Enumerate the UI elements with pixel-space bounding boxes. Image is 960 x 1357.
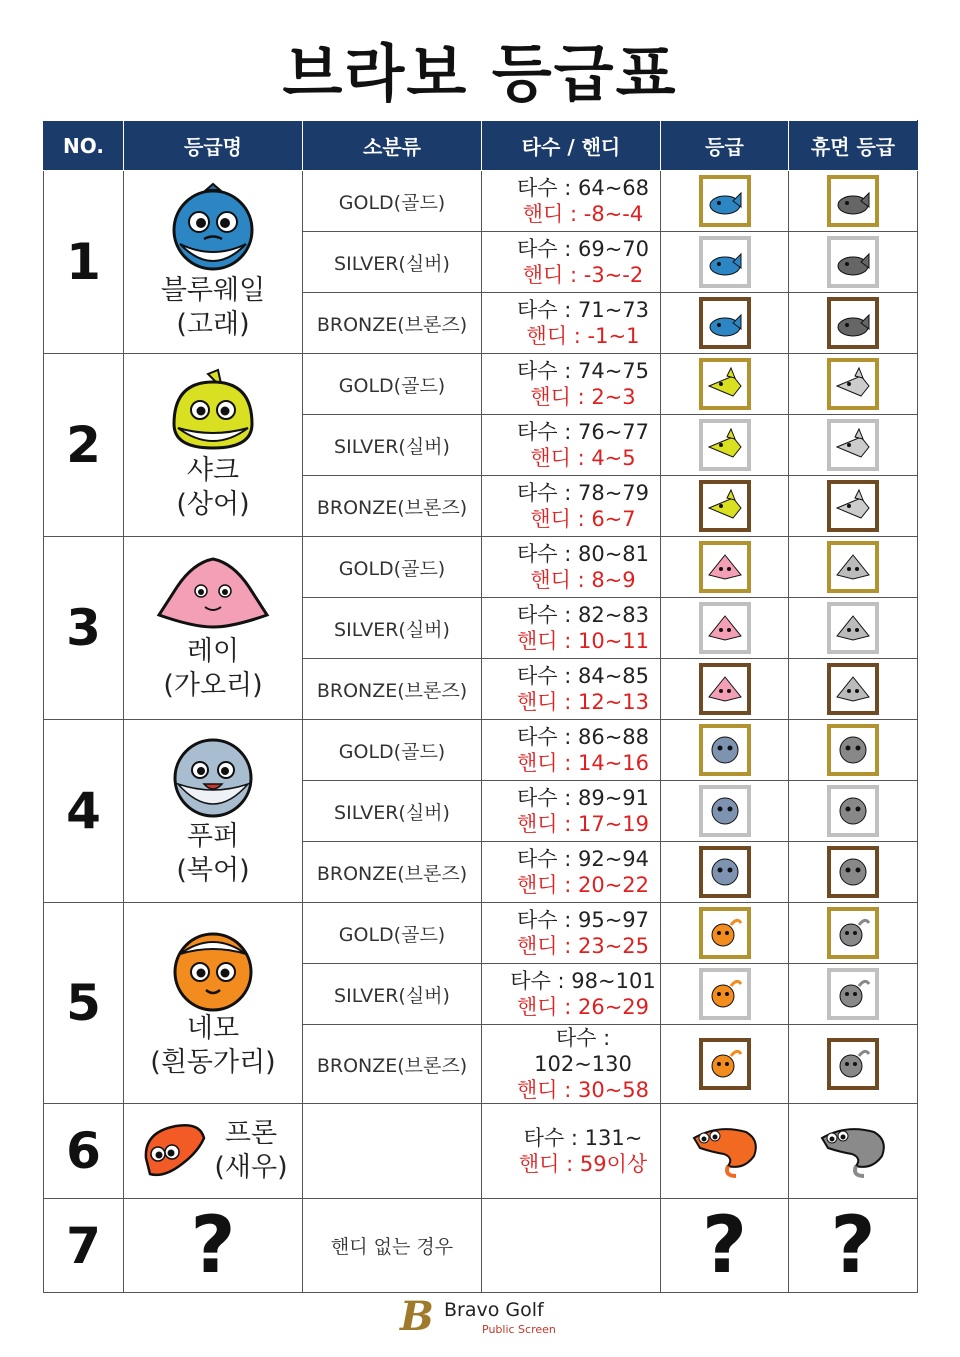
header-no: NO. [44, 121, 124, 171]
score-cell [482, 171, 661, 232]
dormant-badge-cell [789, 354, 918, 415]
score-cell [482, 537, 661, 598]
score-cell [482, 354, 661, 415]
subclass-label: BRONZE(브론즈) [303, 476, 482, 537]
shrimp-icon [138, 1118, 208, 1184]
gold-whale-badge-icon [699, 175, 751, 227]
subclass-label: BRONZE(브론즈) [303, 842, 482, 903]
silver-whale-badge-icon [699, 236, 751, 288]
tier-name: 푸퍼 [186, 821, 240, 852]
score-range: 타수 : 84~85 [516, 664, 650, 688]
grade-badge-cell [661, 1199, 789, 1293]
subclass-label: BRONZE(브론즈) [303, 1025, 482, 1104]
score-range: 타수 : 74~75 [516, 359, 650, 383]
handicap-range: 핸디 : 20~22 [516, 873, 650, 897]
gold-whale-dormant-badge-icon [827, 175, 879, 227]
bronze-ray-dormant-badge-icon [827, 663, 879, 715]
subclass-label: SILVER(실버) [303, 781, 482, 842]
handicap-range: 핸디 : 14~16 [516, 751, 650, 775]
gold-clownfish-badge-icon [699, 907, 751, 959]
subclass-label: GOLD(골드) [303, 171, 482, 232]
header-score: 타수 / 핸디 [482, 121, 661, 171]
tier-alias: (고래) [176, 309, 250, 340]
score-cell [482, 598, 661, 659]
grade-badge-cell [661, 171, 789, 232]
score-cell [482, 476, 661, 537]
question-mark-icon: ? [830, 1200, 876, 1291]
tier-name-cell [124, 720, 303, 903]
logo-text: Bravo Golf [444, 1299, 544, 1321]
tier-number: 5 [44, 903, 124, 1104]
handicap-range: 핸디 : -1~1 [526, 324, 640, 348]
subclass-label: SILVER(실버) [303, 964, 482, 1025]
grade-badge-cell [661, 232, 789, 293]
table-header-row [44, 121, 918, 171]
shark-icon [168, 368, 258, 454]
silver-puffer-badge-icon [699, 785, 751, 837]
score-cell [482, 842, 661, 903]
tier-number: 6 [44, 1104, 124, 1199]
tier-name-cell [124, 1199, 303, 1293]
gold-clownfish-dormant-badge-icon [827, 907, 879, 959]
header-grade-name: 등급명 [124, 121, 303, 171]
score-cell [482, 964, 661, 1025]
handicap-range: 핸디 : 59이상 [518, 1152, 648, 1176]
handicap-range: 핸디 : 2~3 [530, 385, 636, 409]
grade-badge-cell [661, 1025, 789, 1104]
subclass-label: 핸디 없는 경우 [303, 1199, 482, 1293]
table-row [44, 1104, 918, 1199]
dormant-badge-cell [789, 293, 918, 354]
score-cell [482, 232, 661, 293]
score-range: 타수 : 80~81 [516, 542, 650, 566]
score-cell [482, 659, 661, 720]
gold-shark-badge-icon [699, 358, 751, 410]
gold-puffer-badge-icon [699, 724, 751, 776]
gold-puffer-dormant-badge-icon [827, 724, 879, 776]
handicap-range: 핸디 : -3~-2 [522, 263, 644, 287]
bronze-whale-dormant-badge-icon [827, 297, 879, 349]
silver-shark-badge-icon [699, 419, 751, 471]
grade-table [43, 120, 918, 1293]
tier-number: 3 [44, 537, 124, 720]
grade-badge-cell [661, 720, 789, 781]
dormant-badge-cell [789, 232, 918, 293]
table-row [44, 537, 918, 598]
tier-alias: (가오리) [163, 670, 263, 701]
header-grade: 등급 [661, 121, 789, 171]
gold-ray-dormant-badge-icon [827, 541, 879, 593]
score-range: 타수 : 86~88 [516, 725, 650, 749]
score-cell [482, 903, 661, 964]
score-cell [482, 1199, 661, 1293]
score-cell [482, 1104, 661, 1199]
grade-badge-cell [661, 964, 789, 1025]
score-cell [482, 415, 661, 476]
score-range: 타수 : 98~101 [510, 969, 656, 993]
tier-name: 네모 [186, 1013, 240, 1044]
handicap-range: 핸디 : 23~25 [516, 934, 650, 958]
header-subclass: 소분류 [303, 121, 482, 171]
dormant-badge-cell [789, 659, 918, 720]
dormant-badge-cell [789, 598, 918, 659]
tier-name: 레이 [186, 636, 240, 667]
score-cell [482, 293, 661, 354]
score-range: 타수 : 131~ [523, 1126, 643, 1150]
page-title: 브라보 등급표 [282, 37, 678, 110]
handicap-range: 핸디 : 4~5 [530, 446, 636, 470]
score-range: 타수 : 76~77 [516, 420, 650, 444]
table-row [44, 720, 918, 781]
dormant-badge-cell [789, 842, 918, 903]
handicap-range: 핸디 : 30~58 [516, 1078, 650, 1102]
score-range: 타수 : 71~73 [516, 298, 650, 322]
subclass-label: SILVER(실버) [303, 232, 482, 293]
dormant-badge-cell [789, 537, 918, 598]
score-range: 타수 : 102~130 [534, 1026, 632, 1076]
dormant-badge-cell [789, 476, 918, 537]
grade-badge-cell [661, 354, 789, 415]
score-cell [482, 1025, 661, 1104]
tier-name-cell [124, 1104, 303, 1199]
tier-alias: (복어) [176, 855, 250, 886]
bronze-clownfish-dormant-badge-icon [827, 1038, 879, 1090]
score-range: 타수 : 95~97 [516, 908, 650, 932]
score-range: 타수 : 92~94 [516, 847, 650, 871]
table-row [44, 1199, 918, 1293]
handicap-range: 핸디 : 10~11 [516, 629, 650, 653]
puffer-icon [168, 734, 258, 820]
dormant-badge-cell [789, 1025, 918, 1104]
bronze-whale-badge-icon [699, 297, 751, 349]
tier-number: 2 [44, 354, 124, 537]
dormant-badge-cell [789, 1199, 918, 1293]
grade-badge-cell [661, 415, 789, 476]
subclass-label: BRONZE(브론즈) [303, 293, 482, 354]
score-range: 타수 : 78~79 [516, 481, 650, 505]
tier-name: 프론 [224, 1118, 278, 1149]
logo-mark: B [400, 1293, 434, 1340]
silver-clownfish-badge-icon [699, 968, 751, 1020]
shrimp-dormant-badge-icon [816, 1118, 890, 1180]
subclass-label [303, 1104, 482, 1199]
silver-puffer-dormant-badge-icon [827, 785, 879, 837]
subclass-label: GOLD(골드) [303, 354, 482, 415]
score-cell [482, 781, 661, 842]
tier-number: 1 [44, 171, 124, 354]
grade-badge-cell [661, 537, 789, 598]
handicap-range: 핸디 : 6~7 [530, 507, 636, 531]
logo-subtext: Public Screen [482, 1323, 556, 1336]
tier-alias: (새우) [214, 1152, 288, 1183]
score-range: 타수 : 69~70 [516, 237, 650, 261]
subclass-label: SILVER(실버) [303, 598, 482, 659]
tier-name-cell [124, 537, 303, 720]
bronze-shark-badge-icon [699, 480, 751, 532]
handicap-range: 핸디 : 8~9 [530, 568, 636, 592]
tier-number: 7 [44, 1199, 124, 1293]
table-row [44, 171, 918, 232]
question-mark-icon: ? [701, 1200, 748, 1291]
grade-badge-cell [661, 476, 789, 537]
dormant-badge-cell [789, 903, 918, 964]
table-row [44, 903, 918, 964]
grade-badge-cell [661, 293, 789, 354]
bronze-clownfish-badge-icon [699, 1038, 751, 1090]
dormant-badge-cell [789, 720, 918, 781]
handicap-range: 핸디 : 17~19 [516, 812, 650, 836]
score-range: 타수 : 82~83 [516, 603, 650, 627]
score-range: 타수 : 64~68 [516, 176, 650, 200]
dormant-badge-cell [789, 964, 918, 1025]
dormant-badge-cell [789, 415, 918, 476]
tier-name: 블루웨일 [160, 275, 266, 306]
tier-number: 4 [44, 720, 124, 903]
clownfish-icon [168, 926, 258, 1012]
brand-logo [400, 1293, 580, 1341]
tier-alias: (상어) [176, 489, 250, 520]
dormant-badge-cell [789, 171, 918, 232]
silver-shark-dormant-badge-icon [827, 419, 879, 471]
grade-badge-cell [661, 781, 789, 842]
tier-name-cell [124, 354, 303, 537]
bronze-puffer-dormant-badge-icon [827, 846, 879, 898]
silver-clownfish-dormant-badge-icon [827, 968, 879, 1020]
handicap-range: 핸디 : 12~13 [516, 690, 650, 714]
tier-name-cell [124, 903, 303, 1104]
silver-ray-badge-icon [699, 602, 751, 654]
bronze-puffer-badge-icon [699, 846, 751, 898]
subclass-label: GOLD(골드) [303, 720, 482, 781]
dormant-badge-cell [789, 781, 918, 842]
tier-name: 샤크 [186, 455, 240, 486]
score-cell [482, 720, 661, 781]
bronze-ray-badge-icon [699, 663, 751, 715]
handicap-range: 핸디 : -8~-4 [522, 202, 644, 226]
grade-badge-cell [661, 598, 789, 659]
shrimp-badge-icon [688, 1118, 762, 1180]
dormant-badge-cell [789, 1104, 918, 1199]
gold-ray-badge-icon [699, 541, 751, 593]
grade-badge-cell [661, 659, 789, 720]
gold-shark-dormant-badge-icon [827, 358, 879, 410]
subclass-label: SILVER(실버) [303, 415, 482, 476]
grade-badge-cell [661, 1104, 789, 1199]
score-range: 타수 : 89~91 [516, 786, 650, 810]
handicap-range: 핸디 : 26~29 [516, 995, 650, 1019]
ray-icon [153, 553, 273, 635]
subclass-label: GOLD(골드) [303, 537, 482, 598]
header-dormant-grade: 휴면 등급 [789, 121, 918, 171]
question-mark-icon: ? [190, 1200, 236, 1291]
grade-badge-cell [661, 842, 789, 903]
bronze-shark-dormant-badge-icon [827, 480, 879, 532]
grade-badge-cell [661, 903, 789, 964]
table-row [44, 354, 918, 415]
tier-alias: (흰동가리) [150, 1047, 276, 1078]
silver-whale-dormant-badge-icon [827, 236, 879, 288]
subclass-label: GOLD(골드) [303, 903, 482, 964]
tier-name-cell [124, 171, 303, 354]
subclass-label: BRONZE(브론즈) [303, 659, 482, 720]
silver-ray-dormant-badge-icon [827, 602, 879, 654]
whale-icon [168, 182, 258, 274]
